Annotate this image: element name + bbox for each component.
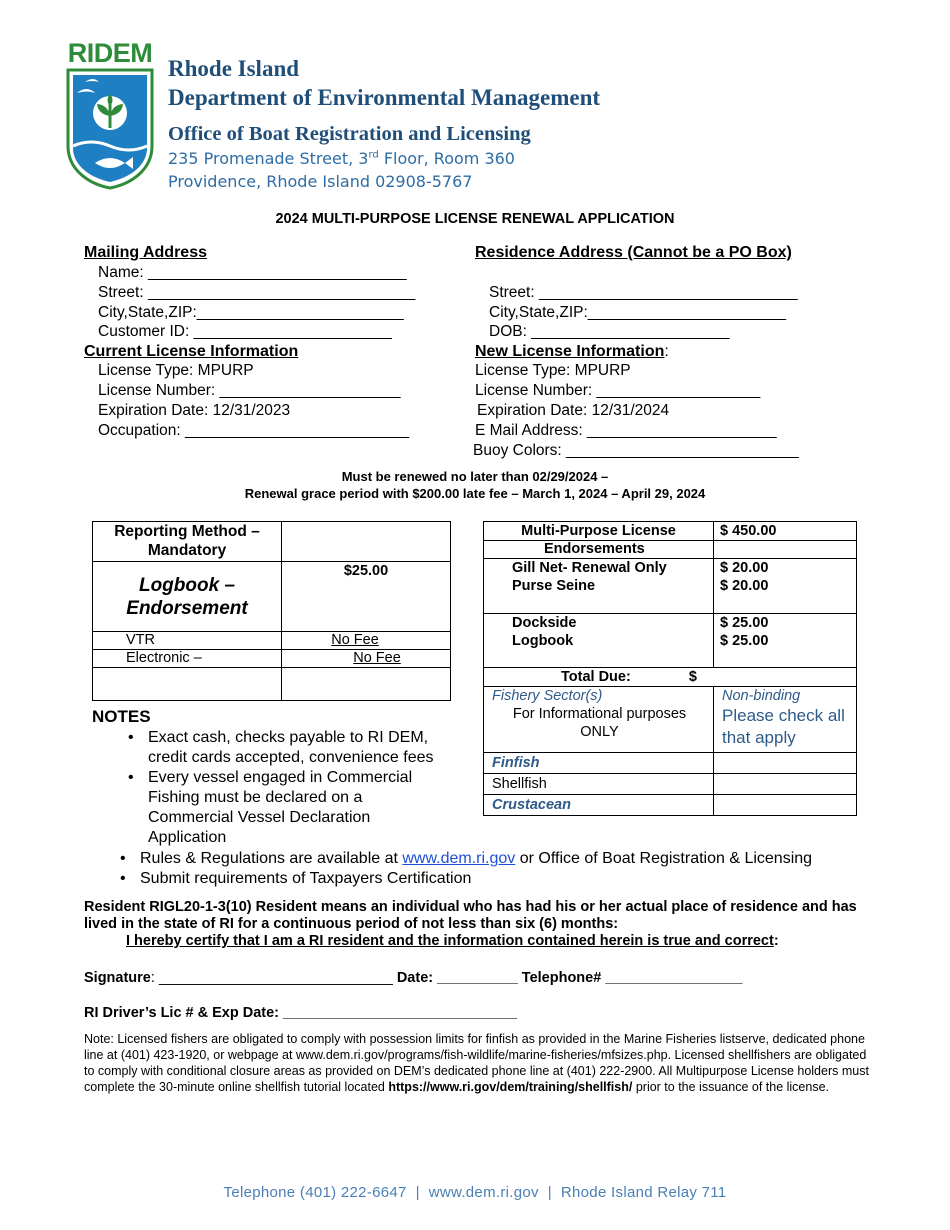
endorsements-label-cell [484, 541, 714, 559]
mpl-label-cell [484, 522, 714, 541]
new-license-heading: New License Information [475, 343, 665, 360]
date-field[interactable]: Date: __________ [396, 970, 518, 986]
current-expiration: Expiration Date: 12/31/2023 [98, 402, 291, 419]
email-field[interactable]: E Mail Address: ______________________ [475, 422, 777, 439]
shellfish-cell [484, 774, 714, 795]
form-title: 2024 MULTI-PURPOSE LICENSE RENEWAL APPLICATION [275, 211, 675, 227]
note-item-4: • Submit requirements of Taxpayers Certification [116, 869, 906, 889]
endorsements-blank [714, 541, 857, 559]
sector-note: For Informational purposes ONLY [512, 706, 687, 740]
total-due-symbol: $ [688, 669, 697, 685]
mpl-fee-cell [714, 522, 857, 541]
notes-heading: NOTES [92, 707, 151, 726]
logo-text: RIDEM [67, 38, 153, 68]
nets-fee-cell [714, 559, 857, 614]
renewal-grace: Renewal grace period with $200.00 late fee – March 1, 2024 – April 29, 2024 [244, 486, 706, 501]
current-license-heading: Current License Information [84, 343, 299, 360]
dockside-label: Dockside [512, 615, 577, 631]
customer-id-field[interactable]: Customer ID: _______________________ [98, 323, 392, 340]
reporting-header: Reporting Method – Mandatory [114, 523, 260, 559]
gillnet-label: Gill Net- Renewal Only [512, 560, 667, 576]
notes-list-wide [116, 849, 906, 889]
gillnet-fee: $ 20.00 [720, 560, 769, 576]
purse-label: Purse Seine [512, 578, 596, 594]
address-floor: Floor, Room 360 [378, 149, 515, 168]
shellfish-checkbox[interactable] [714, 774, 857, 795]
note-item-3-pre: Rules & Regulations are available at [140, 850, 403, 867]
signature-label: Signature [84, 970, 151, 986]
signature-field[interactable]: : _____________________________ [150, 970, 393, 986]
occupation-field[interactable]: Occupation: __________________________ [98, 422, 410, 439]
new-license-colon: : [664, 343, 669, 360]
telephone-field[interactable]: Telephone# _________________ [521, 970, 743, 986]
buoy-colors-field[interactable]: Buoy Colors: ___________________________ [473, 442, 799, 459]
reporting-header-blank [282, 522, 451, 562]
logbook-fee-amount: $ 25.00 [720, 633, 769, 649]
current-license-number-field[interactable]: License Number: _____________________ [98, 382, 401, 399]
address-street: 235 Promenade Street, 3 [168, 149, 369, 168]
sector-cell [484, 687, 714, 753]
new-license-number-field[interactable]: License Number: ___________________ [475, 382, 761, 399]
blank-cell-left [93, 668, 282, 701]
signature-row [84, 970, 742, 986]
vtr-cell[interactable] [93, 632, 282, 650]
mailing-street-field[interactable]: Street: _______________________________ [98, 284, 416, 301]
crustacean-cell [484, 795, 714, 816]
address-ordinal: rd [368, 149, 379, 161]
nonbinding-label: Non-binding [722, 688, 801, 704]
nets-label-cell [484, 559, 714, 614]
mpl-fee: $ 450.00 [720, 523, 777, 539]
total-due-label: Total Due: [561, 669, 631, 685]
footer-contact: Telephone (401) 222-6647 | www.dem.ri.gov | Rhode Island Relay 711 [223, 1184, 727, 1201]
note-paragraph [84, 1031, 874, 1095]
dock-label-cell [484, 614, 714, 668]
reporting-table [92, 521, 451, 701]
new-expiration: Expiration Date: 12/31/2024 [477, 402, 670, 419]
finfish-checkbox[interactable] [714, 753, 857, 774]
mpl-label: Multi-Purpose License [521, 523, 676, 539]
dock-fee-cell [714, 614, 857, 668]
note-item-1: • Exact cash, checks payable to RI DEM, credit cards accepted, convenience fees [124, 728, 462, 768]
dem-website-link[interactable]: www.dem.ri.gov [402, 850, 516, 867]
shellfish-label: Shellfish [492, 776, 547, 792]
resident-definition: Resident RIGL20-1-3(10) Resident means an individual who has had his or her actual place of residence and has lived in the state of RI for a continuous period of not less than six (6) months: [84, 899, 857, 932]
renewal-deadline: Must be renewed no later than 02/29/2024 – [341, 469, 609, 484]
shellfish-tutorial-url: https://www.ri.gov/dem/training/shellfish/ [388, 1080, 633, 1094]
logbook-cell [93, 562, 282, 632]
crustacean-label: Crustacean [492, 797, 571, 813]
logbook-fee-label: Logbook [512, 633, 574, 649]
note-item-3-post: or Office of Boat Registration & Licensing [515, 850, 813, 867]
purse-fee: $ 20.00 [720, 578, 769, 594]
notes-list [124, 728, 462, 848]
blank-cell-right [282, 668, 451, 701]
office-name: Office of Boat Registration and Licensing [168, 123, 531, 145]
finfish-label: Finfish [492, 755, 540, 771]
electronic-fee-cell [282, 650, 451, 668]
fees-table [483, 521, 857, 816]
mailing-name-field[interactable]: Name: ______________________________ [98, 264, 407, 281]
residence-city-field[interactable]: City,State,ZIP:_______________________ [489, 304, 787, 321]
department-name: Department of Environmental Management [168, 85, 601, 110]
finfish-cell [484, 753, 714, 774]
total-due-cell[interactable] [484, 668, 857, 687]
certify-wrap [126, 933, 779, 949]
crustacean-checkbox[interactable] [714, 795, 857, 816]
residence-heading: Residence Address (Cannot be a PO Box) [475, 244, 792, 261]
note-item-2: • Every vessel engaged in Commercial Fishing must be declared on a Commercial Vessel Declaration Application [124, 768, 462, 848]
electronic-label: Electronic – [126, 650, 202, 666]
note-text: Note: Licensed fishers are obligated to comply with possession limits for finfish as provided in the Marine Fisheries listserve, dedicated phone line at (401) 423-1920, or webpage at www.dem.ri.gov/programs/fish-wildlife/marine-fisheries/mfsizes.php. Licensed shellfishers are obligated to comply with conditional closure areas as provided on DEM’s dedicated phone line at (401) 222-2900. All Multipurpose License holders must complete the 30-minute online shellfish tutorial located [84, 1032, 869, 1094]
drivers-license-field[interactable]: RI Driver’s Lic # & Exp Date: _____________________________ [84, 1005, 517, 1021]
certify-colon: : [773, 933, 779, 949]
new-license-heading-wrap [475, 342, 669, 361]
mailing-heading: Mailing Address [84, 244, 207, 261]
dob-field[interactable]: DOB: _______________________ [489, 323, 730, 340]
logbook-fee: $25.00 [343, 563, 389, 579]
dockside-fee: $ 25.00 [720, 615, 769, 631]
note-item-3 [116, 849, 906, 869]
please-check: Please check all that apply [722, 706, 845, 747]
vtr-label: VTR [126, 632, 155, 648]
address-line-2: Providence, Rhode Island 02908-5767 [168, 172, 473, 191]
new-license-type: License Type: MPURP [475, 362, 631, 379]
address-line-1 [168, 149, 515, 168]
logbook-endorsement: Logbook – Endorsement [126, 574, 248, 619]
electronic-cell[interactable] [93, 650, 282, 668]
mailing-city-field[interactable]: City,State,ZIP:________________________ [98, 304, 404, 321]
vtr-fee: No Fee [331, 632, 379, 648]
sector-label: Fishery Sector(s) [492, 688, 603, 704]
ridem-logo [62, 38, 158, 192]
state-name: Rhode Island [168, 56, 300, 81]
current-license-type: License Type: MPURP [98, 362, 254, 379]
reporting-header-cell [93, 522, 282, 562]
residence-street-field[interactable]: Street: ______________________________ [489, 284, 798, 301]
electronic-fee: No Fee [353, 650, 401, 666]
endorsements-label: Endorsements [544, 541, 645, 557]
shield-icon [65, 68, 155, 190]
certify-statement: I hereby certify that I am a RI resident and the information contained herein is true and correct [126, 933, 774, 949]
note-tail: prior to the issuance of the license. [632, 1080, 829, 1094]
vtr-fee-cell [282, 632, 451, 650]
nonbinding-cell [714, 687, 857, 753]
logbook-fee-cell [282, 562, 451, 632]
